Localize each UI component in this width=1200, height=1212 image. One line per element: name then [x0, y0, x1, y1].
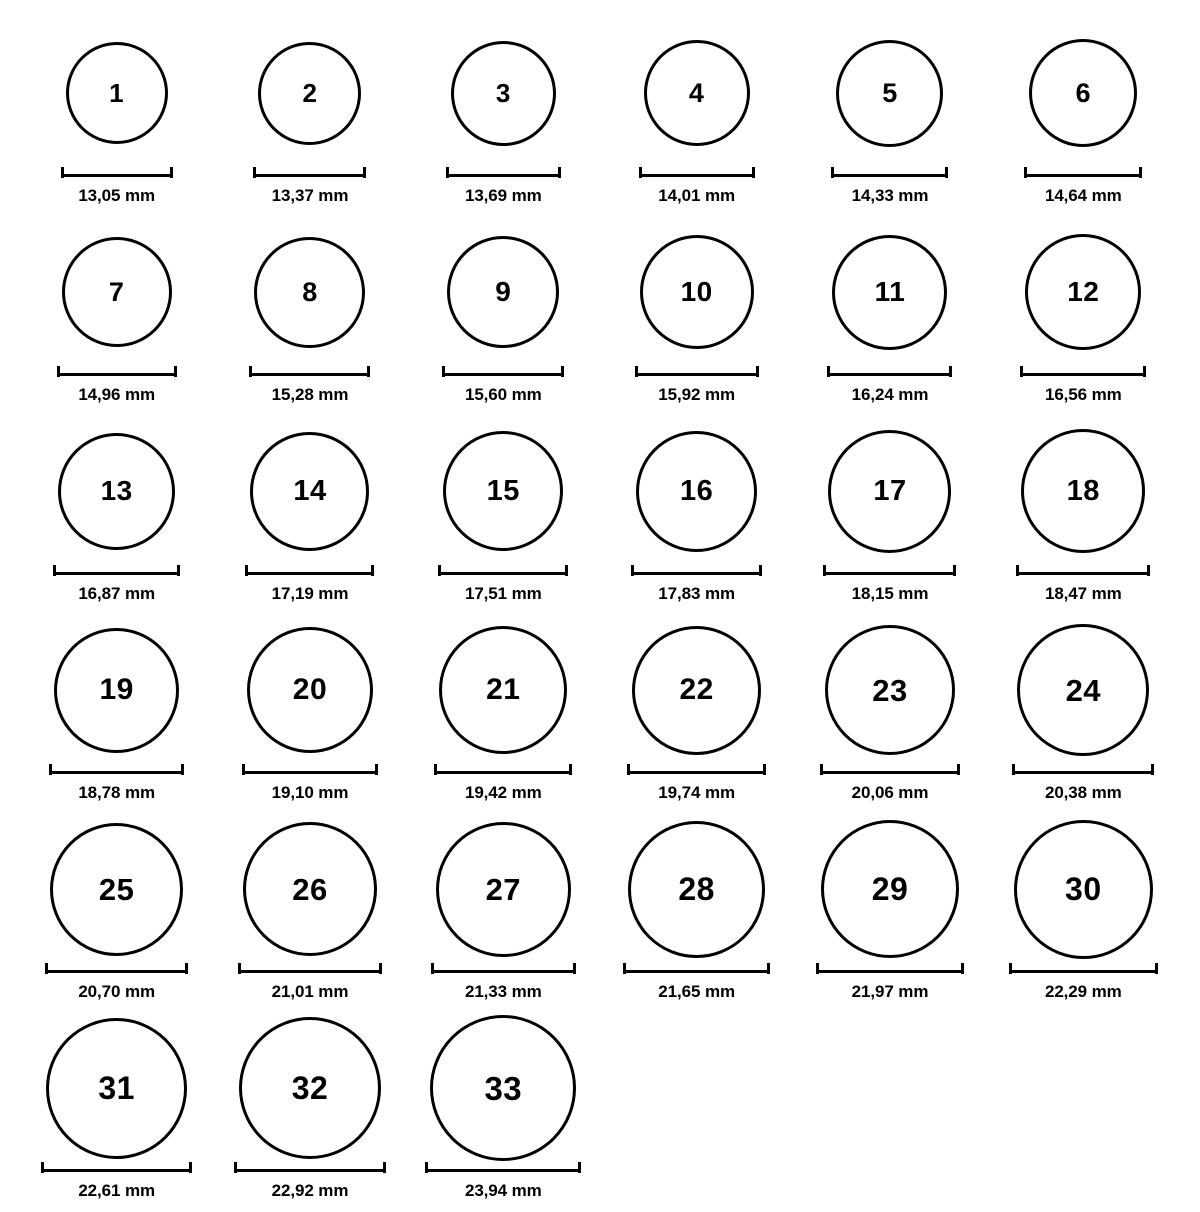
ring-circle	[825, 625, 955, 755]
ring-size-cell	[793, 217, 986, 416]
ring-size-grid	[20, 18, 1180, 1212]
ruler-tick-left	[639, 167, 642, 178]
ring-circle-wrap	[46, 1013, 187, 1163]
ruler-tick-right	[961, 963, 964, 974]
ruler-tick-left	[623, 963, 626, 974]
ruler-bar	[61, 174, 173, 177]
ring-size-number: 23	[872, 672, 908, 708]
ruler-bar	[434, 771, 572, 774]
ring-size-number: 16	[680, 474, 714, 507]
ring-circle	[62, 237, 172, 347]
measure-ruler	[1009, 966, 1158, 976]
ring-size-cell	[600, 615, 793, 814]
ring-diameter-label: 14,01 mm	[658, 186, 735, 205]
measure-ruler	[623, 966, 770, 976]
ring-diameter-label: 14,96 mm	[78, 385, 156, 404]
ring-circle	[636, 431, 757, 552]
ring-diameter-label: 18,47 mm	[1044, 584, 1122, 603]
ring-circle-wrap	[443, 416, 563, 566]
ring-circle	[1017, 624, 1149, 756]
ruler-bar	[245, 572, 374, 575]
ring-size-number: 2	[302, 78, 318, 108]
ruler-bar	[1016, 572, 1150, 575]
ruler-tick-right	[181, 764, 184, 775]
ring-size-number: 28	[678, 871, 715, 907]
ring-circle	[254, 237, 365, 348]
ruler-bar	[1020, 373, 1146, 376]
ruler-bar	[827, 373, 952, 376]
ruler-tick-right	[177, 565, 180, 576]
ruler-tick-right	[573, 963, 576, 974]
ring-diameter-label: 20,06 mm	[851, 783, 929, 802]
ruler-tick-right	[565, 565, 568, 576]
ring-size-cell	[213, 217, 406, 416]
ring-circle	[821, 820, 959, 958]
measure-ruler	[823, 568, 956, 578]
ring-circle	[640, 235, 754, 349]
ruler-bar	[438, 572, 568, 575]
ring-circle	[54, 628, 179, 753]
measure-ruler	[627, 767, 766, 777]
ring-size-cell	[407, 814, 600, 1013]
ring-diameter-label: 14,64 mm	[1044, 186, 1122, 205]
ring-size-cell	[793, 615, 986, 814]
ring-size-number: 20	[292, 673, 328, 706]
ring-size-cell	[213, 416, 406, 615]
measure-ruler	[1024, 170, 1142, 180]
ring-diameter-label: 22,92 mm	[271, 1181, 349, 1200]
ring-diameter-label: 20,38 mm	[1044, 783, 1122, 802]
ruler-tick-right	[945, 167, 948, 178]
measure-ruler	[442, 369, 564, 379]
ring-circle-wrap	[54, 615, 179, 765]
ruler-tick-left	[234, 1162, 237, 1173]
measure-ruler	[1016, 568, 1150, 578]
measure-ruler	[57, 369, 177, 379]
ring-circle	[239, 1017, 381, 1159]
ring-circle-wrap	[828, 416, 951, 566]
measure-ruler	[438, 568, 568, 578]
ring-diameter-label: 19,74 mm	[658, 783, 735, 802]
ruler-tick-left	[627, 764, 630, 775]
ruler-tick-left	[816, 963, 819, 974]
ring-circle	[632, 626, 761, 755]
ring-size-number: 8	[302, 276, 318, 307]
ring-diameter-label: 18,78 mm	[78, 783, 156, 802]
ring-diameter-label: 22,29 mm	[1044, 982, 1122, 1001]
ring-diameter-label: 23,94 mm	[464, 1181, 542, 1200]
measure-ruler	[425, 1165, 581, 1175]
ring-circle-wrap	[451, 18, 556, 168]
ruler-bar	[635, 373, 759, 376]
ruler-tick-left	[1016, 565, 1019, 576]
ring-circle	[828, 430, 951, 553]
measure-ruler	[820, 767, 960, 777]
ring-circle-wrap	[239, 1013, 381, 1163]
measure-ruler	[245, 568, 374, 578]
ring-size-cell	[213, 814, 406, 1013]
ruler-bar	[823, 572, 956, 575]
ruler-bar	[249, 373, 370, 376]
ruler-tick-left	[61, 167, 64, 178]
ruler-tick-left	[1024, 167, 1027, 178]
ring-size-number: 9	[495, 276, 512, 307]
ring-diameter-label: 22,61 mm	[78, 1181, 156, 1200]
ruler-bar	[816, 970, 964, 973]
ring-size-cell	[793, 18, 986, 217]
ruler-tick-left	[242, 764, 245, 775]
measure-ruler	[253, 170, 366, 180]
ring-size-number: 25	[98, 871, 135, 907]
ring-circle	[447, 236, 559, 348]
ruler-tick-right	[1147, 565, 1150, 576]
ring-size-cell	[987, 814, 1180, 1013]
ruler-tick-left	[53, 565, 56, 576]
ring-circle	[836, 40, 943, 147]
ring-circle	[832, 235, 947, 350]
ring-circle	[66, 42, 168, 144]
ruler-bar	[234, 1169, 386, 1172]
ruler-tick-right	[953, 565, 956, 576]
ring-circle-wrap	[430, 1013, 576, 1163]
ring-size-cell	[407, 18, 600, 217]
ring-circle	[258, 42, 361, 145]
ring-circle	[436, 822, 571, 957]
ring-diameter-label: 20,70 mm	[78, 982, 156, 1001]
ring-circle-wrap	[1021, 416, 1145, 566]
ring-size-number: 29	[871, 871, 909, 907]
ring-size-number: 32	[291, 1070, 329, 1106]
ruler-tick-right	[1143, 366, 1146, 377]
ruler-tick-left	[57, 366, 60, 377]
ring-circle	[58, 433, 175, 550]
ruler-tick-left	[820, 764, 823, 775]
ring-diameter-label: 15,28 mm	[271, 385, 349, 404]
ring-diameter-label: 15,60 mm	[464, 385, 542, 404]
ruler-tick-right	[1139, 167, 1142, 178]
ruler-bar	[57, 373, 177, 376]
ruler-tick-right	[189, 1162, 192, 1173]
ring-size-cell	[987, 217, 1180, 416]
ruler-tick-right	[1155, 963, 1158, 974]
ring-circle-wrap	[254, 217, 365, 367]
ruler-tick-right	[379, 963, 382, 974]
ruler-tick-right	[1151, 764, 1154, 775]
ruler-tick-right	[174, 366, 177, 377]
ring-size-cell	[213, 615, 406, 814]
ruler-tick-left	[434, 764, 437, 775]
ruler-tick-right	[561, 366, 564, 377]
ring-circle-wrap	[247, 615, 373, 765]
ring-size-cell	[20, 416, 213, 615]
ring-circle-wrap	[439, 615, 567, 765]
ruler-bar	[1012, 771, 1154, 774]
ring-size-number: 1	[109, 78, 125, 108]
ring-circle-wrap	[1014, 814, 1153, 964]
ring-size-number: 24	[1065, 672, 1102, 708]
ring-circle-wrap	[1029, 18, 1137, 168]
ring-circle	[644, 40, 750, 146]
ring-circle-wrap	[632, 615, 761, 765]
ruler-tick-left	[425, 1162, 428, 1173]
ring-circle	[250, 432, 369, 551]
ring-size-cell	[987, 416, 1180, 615]
ruler-tick-left	[41, 1162, 44, 1173]
ring-circle-wrap	[644, 18, 750, 168]
ruler-tick-left	[1020, 366, 1023, 377]
ring-size-cell	[20, 1013, 213, 1212]
ring-size-number: 11	[874, 276, 906, 307]
ring-diameter-label: 17,83 mm	[658, 584, 735, 603]
ring-diameter-label: 13,05 mm	[78, 186, 156, 205]
ring-circle	[430, 1015, 576, 1161]
ring-size-number: 4	[688, 77, 705, 108]
ring-size-cell	[600, 814, 793, 1013]
ring-size-number: 13	[100, 475, 133, 506]
measure-ruler	[816, 966, 964, 976]
ruler-tick-right	[949, 366, 952, 377]
ring-diameter-label: 16,87 mm	[78, 584, 156, 603]
ruler-bar	[49, 771, 184, 774]
ruler-bar	[627, 771, 766, 774]
ruler-tick-right	[752, 167, 755, 178]
ruler-bar	[631, 572, 762, 575]
ring-circle	[1014, 820, 1153, 959]
ruler-tick-right	[371, 565, 374, 576]
ruler-bar	[820, 771, 960, 774]
ruler-bar	[53, 572, 180, 575]
measure-ruler	[41, 1165, 192, 1175]
ring-size-number: 33	[484, 1069, 523, 1107]
ring-diameter-label: 17,19 mm	[271, 584, 349, 603]
ring-size-cell	[20, 615, 213, 814]
ring-circle	[1021, 429, 1145, 553]
ruler-tick-left	[635, 366, 638, 377]
measure-ruler	[431, 966, 576, 976]
ruler-tick-left	[446, 167, 449, 178]
ring-size-cell	[793, 416, 986, 615]
ruler-tick-right	[558, 167, 561, 178]
ruler-tick-left	[238, 963, 241, 974]
ring-size-number: 3	[495, 78, 511, 108]
ruler-tick-right	[767, 963, 770, 974]
ruler-tick-left	[253, 167, 256, 178]
ring-size-cell	[407, 615, 600, 814]
ruler-bar	[242, 771, 378, 774]
ruler-bar	[623, 970, 770, 973]
ring-size-number: 17	[873, 474, 907, 507]
measure-ruler	[434, 767, 572, 777]
ring-circle-wrap	[1025, 217, 1141, 367]
ring-diameter-label: 17,51 mm	[464, 584, 542, 603]
ring-size-number: 12	[1067, 276, 1100, 307]
ruler-tick-right	[363, 167, 366, 178]
ring-circle-wrap	[66, 18, 168, 168]
ruler-tick-right	[759, 565, 762, 576]
ruler-tick-left	[1012, 764, 1015, 775]
ruler-tick-right	[367, 366, 370, 377]
ring-circle	[1029, 39, 1137, 147]
ring-diameter-label: 18,15 mm	[851, 584, 929, 603]
ring-circle-wrap	[50, 814, 183, 964]
ring-size-number: 15	[486, 474, 520, 507]
ring-size-number: 10	[680, 276, 713, 307]
measure-ruler	[831, 170, 948, 180]
ring-size-cell	[987, 18, 1180, 217]
ruler-tick-left	[245, 565, 248, 576]
ring-size-number: 21	[486, 673, 521, 706]
measure-ruler	[1012, 767, 1154, 777]
ruler-bar	[431, 970, 576, 973]
ruler-bar	[639, 174, 755, 177]
measure-ruler	[1020, 369, 1146, 379]
ruler-tick-left	[431, 963, 434, 974]
measure-ruler	[49, 767, 184, 777]
measure-ruler	[639, 170, 755, 180]
ring-circle-wrap	[821, 814, 959, 964]
ruler-tick-right	[763, 764, 766, 775]
ruler-tick-right	[957, 764, 960, 775]
ring-size-cell	[793, 814, 986, 1013]
ring-diameter-label: 16,24 mm	[851, 385, 929, 404]
ring-size-cell	[407, 1013, 600, 1212]
measure-ruler	[635, 369, 759, 379]
ring-size-number: 30	[1065, 871, 1102, 907]
ruler-bar	[238, 970, 382, 973]
ring-circle-wrap	[836, 18, 943, 168]
ring-size-cell	[600, 217, 793, 416]
measure-ruler	[827, 369, 952, 379]
measure-ruler	[631, 568, 762, 578]
ring-size-number: 22	[679, 673, 714, 706]
ring-size-cell	[407, 416, 600, 615]
ruler-bar	[1024, 174, 1142, 177]
ruler-tick-left	[45, 963, 48, 974]
ring-circle	[50, 823, 183, 956]
ring-circle	[46, 1018, 187, 1159]
ruler-bar	[831, 174, 948, 177]
ring-circle	[443, 431, 563, 551]
ruler-bar	[425, 1169, 581, 1172]
ring-circle-wrap	[58, 416, 175, 566]
ring-circle-wrap	[636, 416, 757, 566]
ring-size-number: 18	[1066, 474, 1100, 507]
measure-ruler	[234, 1165, 386, 1175]
ruler-bar	[1009, 970, 1158, 973]
ring-size-number: 7	[108, 276, 125, 307]
ruler-tick-right	[383, 1162, 386, 1173]
ruler-tick-left	[831, 167, 834, 178]
ruler-tick-left	[827, 366, 830, 377]
ring-circle	[247, 627, 373, 753]
ring-circle	[1025, 234, 1141, 350]
ruler-bar	[446, 174, 561, 177]
ring-size-cell	[213, 18, 406, 217]
ruler-tick-left	[631, 565, 634, 576]
ring-circle-wrap	[243, 814, 377, 964]
ring-size-number: 26	[292, 871, 328, 907]
ruler-tick-left	[1009, 963, 1012, 974]
ruler-bar	[253, 174, 366, 177]
measure-ruler	[446, 170, 561, 180]
measure-ruler	[45, 966, 188, 976]
ring-size-cell	[20, 18, 213, 217]
ruler-bar	[45, 970, 188, 973]
ring-circle-wrap	[1017, 615, 1149, 765]
ring-circle-wrap	[250, 416, 369, 566]
ring-diameter-label: 21,33 mm	[464, 982, 542, 1001]
ring-circle-wrap	[640, 217, 754, 367]
ruler-tick-right	[375, 764, 378, 775]
ring-size-cell	[20, 814, 213, 1013]
ring-size-number: 31	[98, 1070, 135, 1106]
measure-ruler	[61, 170, 173, 180]
measure-ruler	[242, 767, 378, 777]
ruler-tick-right	[756, 366, 759, 377]
ring-circle	[628, 821, 765, 958]
ruler-tick-left	[438, 565, 441, 576]
ruler-tick-left	[49, 764, 52, 775]
ring-diameter-label: 13,69 mm	[464, 186, 542, 205]
ring-size-cell	[407, 217, 600, 416]
ring-diameter-label: 21,01 mm	[271, 982, 349, 1001]
ruler-tick-right	[170, 167, 173, 178]
ruler-tick-right	[185, 963, 188, 974]
ring-diameter-label: 19,10 mm	[271, 783, 349, 802]
ring-diameter-label: 16,56 mm	[1044, 385, 1122, 404]
ring-size-cell	[600, 416, 793, 615]
ring-diameter-label: 21,65 mm	[658, 982, 735, 1001]
ring-circle	[451, 41, 556, 146]
ring-circle	[243, 822, 377, 956]
ruler-bar	[442, 373, 564, 376]
ring-circle	[439, 626, 567, 754]
measure-ruler	[53, 568, 180, 578]
measure-ruler	[249, 369, 370, 379]
ring-size-number: 27	[485, 871, 522, 907]
ruler-tick-left	[249, 366, 252, 377]
ruler-tick-left	[442, 366, 445, 377]
ring-circle-wrap	[447, 217, 559, 367]
ring-size-number: 19	[99, 673, 134, 706]
ring-diameter-label: 14,33 mm	[851, 186, 929, 205]
ring-circle-wrap	[825, 615, 955, 765]
ruler-tick-right	[569, 764, 572, 775]
ring-size-cell	[213, 1013, 406, 1212]
ring-circle-wrap	[832, 217, 947, 367]
ring-size-number: 5	[882, 77, 898, 108]
ring-diameter-label: 21,97 mm	[851, 982, 929, 1001]
ring-size-number: 6	[1075, 77, 1092, 108]
ring-size-number: 14	[293, 474, 327, 507]
ruler-tick-left	[823, 565, 826, 576]
ring-size-cell	[987, 615, 1180, 814]
ring-circle-wrap	[436, 814, 571, 964]
ring-diameter-label: 15,92 mm	[658, 385, 735, 404]
ring-circle-wrap	[62, 217, 172, 367]
ring-size-cell	[600, 18, 793, 217]
measure-ruler	[238, 966, 382, 976]
ring-circle-wrap	[258, 18, 361, 168]
ruler-tick-right	[578, 1162, 581, 1173]
ring-diameter-label: 13,37 mm	[271, 186, 349, 205]
ruler-bar	[41, 1169, 192, 1172]
ring-diameter-label: 19,42 mm	[464, 783, 542, 802]
ring-size-cell	[20, 217, 213, 416]
ring-circle-wrap	[628, 814, 765, 964]
